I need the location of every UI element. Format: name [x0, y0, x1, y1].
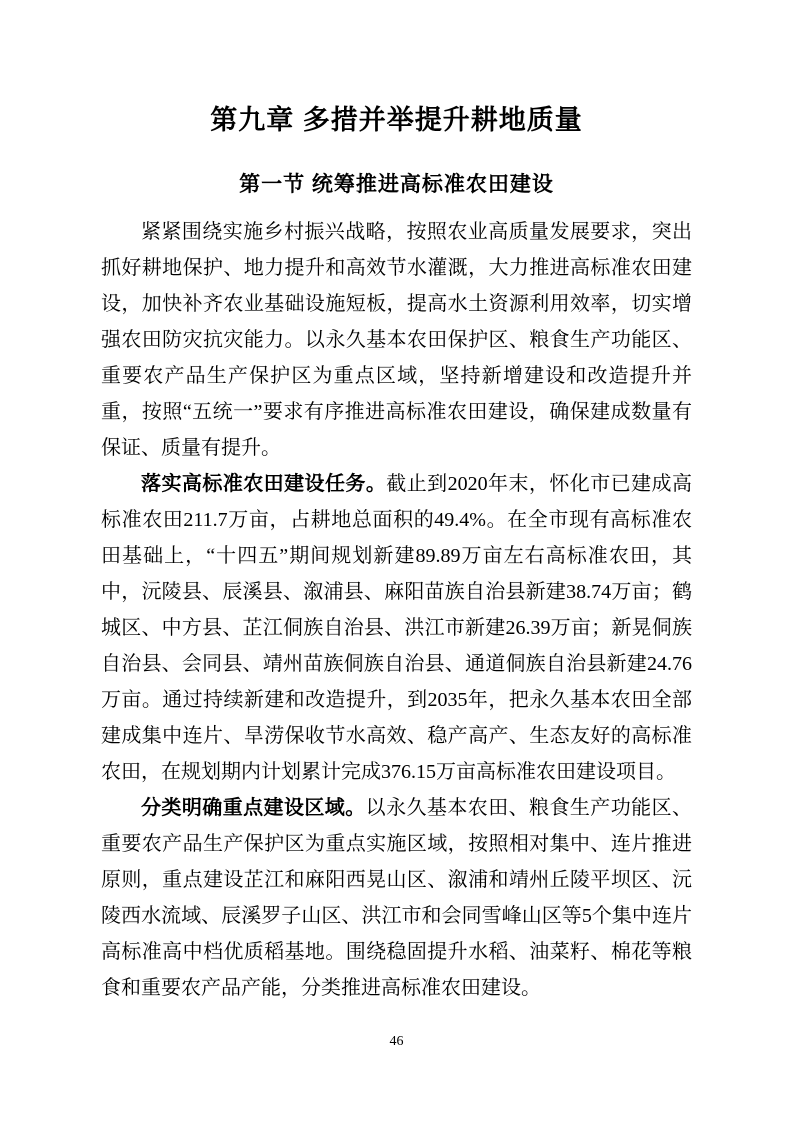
chapter-title: 第九章 多措并举提升耕地质量 — [210, 105, 583, 135]
body-text — [101, 214, 692, 1006]
page-number: 46 — [389, 1034, 404, 1049]
paragraph-lead: 分类明确重点建设区域。 — [141, 797, 366, 819]
paragraph-lead: 落实高标准农田建设任务。 — [141, 473, 387, 495]
paragraph — [101, 214, 692, 466]
paragraph-text: 截止到2020年末，怀化市已建成高标准农田211.7万亩，占耕地总面积的49.4%。在全市现有高标准农田基础上，“十四五”期间规划新建89.89万亩左右高标准农田，其中，沅陵县、辰溪县、溆浦县、麻阳苗族自治县新建38.74万亩；鹤城区、中方县、芷江侗族自治县、洪江市新建26.39万亩；新晃侗族自治县、会同县、靖州苗族侗族自治县、通道侗族自治县新建24.76万亩。通过持续新建和改造提升，到2035年，把永久基本农田全部建成集中连片、旱涝保收节水高效、稳产高产、生态友好的高标准农田，在规划期内计划累计完成376.15万亩高标准农田建设项目。 — [101, 473, 693, 783]
paragraph-text: 以永久基本农田、粮食生产功能区、重要农产品生产保护区为重点实施区域，按照相对集中、连片推进原则，重点建设芷江和麻阳西晃山区、溆浦和靖州丘陵平坝区、沅陵西水流域、辰溪罗子山区、洪江市和会同雪峰山区等5个集中连片高标准高中档优质稻基地。围绕稳固提升水稻、油菜籽、棉花等粮食和重要农产品产能，分类推进高标准农田建设。 — [101, 797, 693, 999]
paragraph-text: 紧紧围绕实施乡村振兴战略，按照农业高质量发展要求，突出抓好耕地保护、地力提升和高效节水灌溉，大力推进高标准农田建设，加快补齐农业基础设施短板，提高水土资源利用效率，切实增强农田防灾抗灾能力。以永久基本农田保护区、粮食生产功能区、重要农产品生产保护区为重点区域，坚持新增建设和改造提升并重，按照“五统一”要求有序推进高标准农田建设，确保建成数量有保证、质量有提升。 — [101, 221, 692, 459]
paragraph — [101, 790, 692, 1006]
paragraph — [101, 466, 692, 790]
section-title: 第一节 统筹推进高标准农田建设 — [239, 173, 554, 196]
